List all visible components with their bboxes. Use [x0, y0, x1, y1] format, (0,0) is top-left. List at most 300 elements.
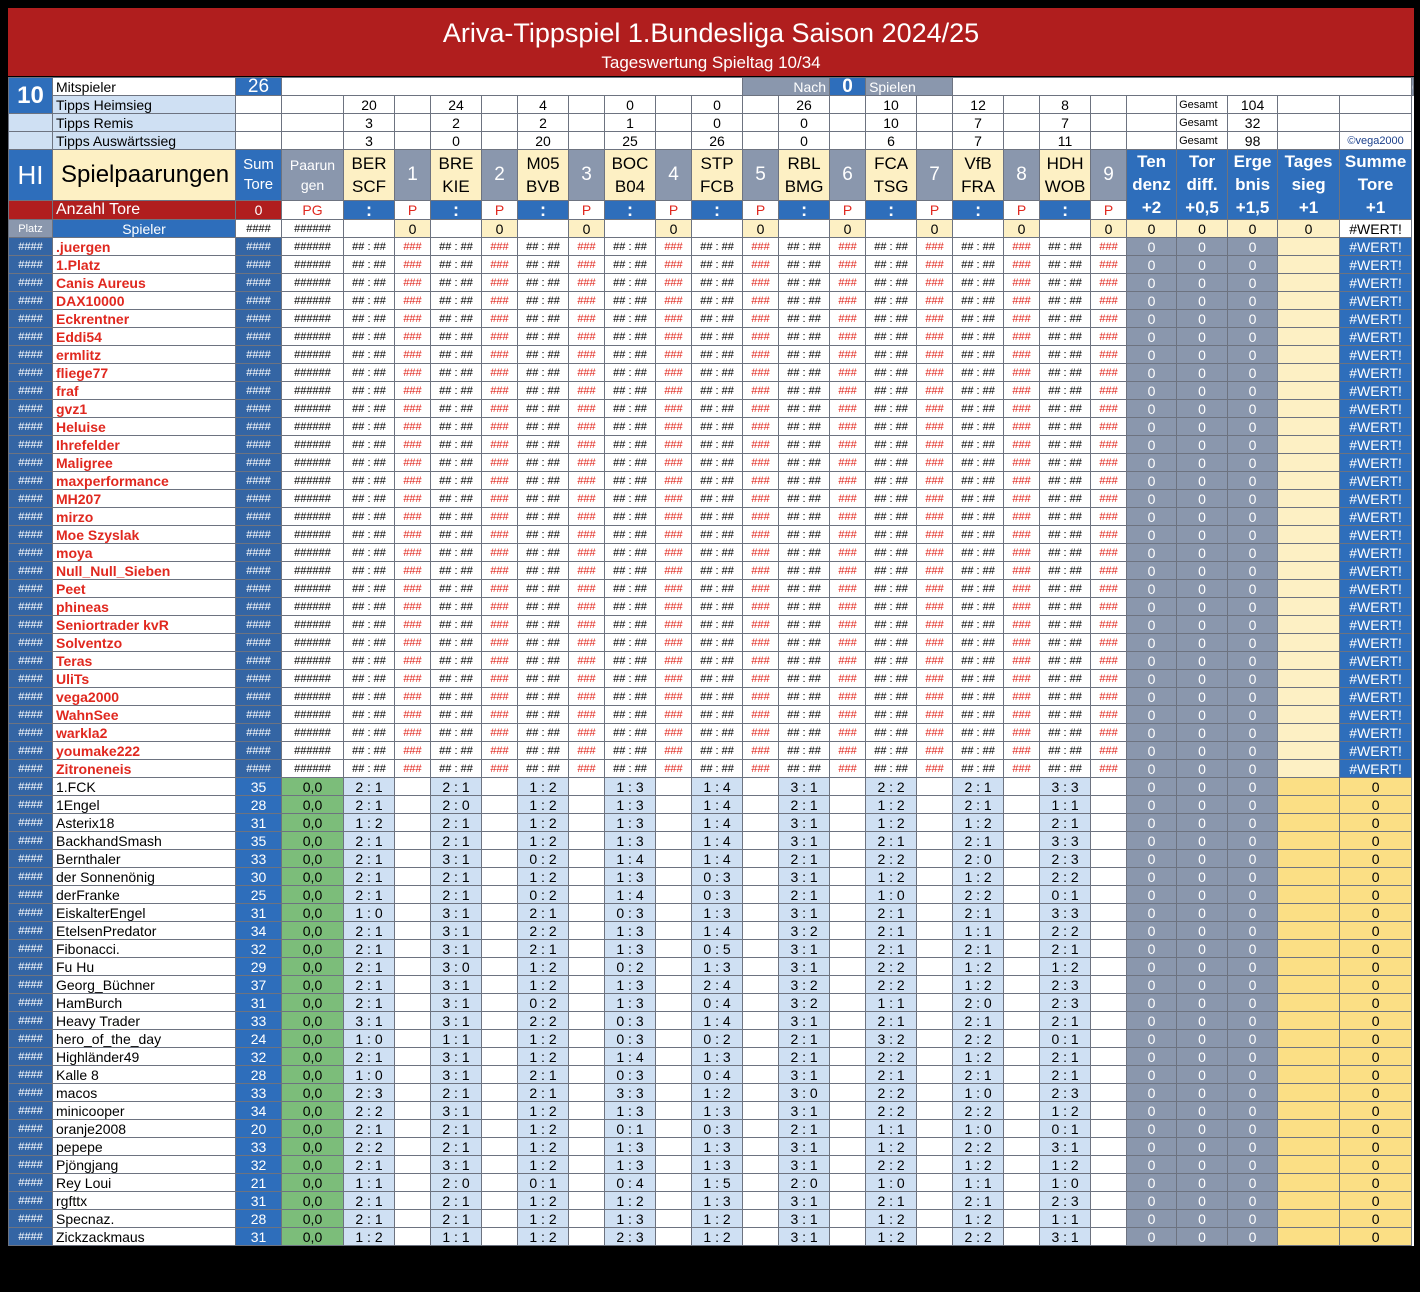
cell: [236, 114, 282, 132]
tipp-row-label: Tipps Auswärtssieg: [53, 132, 236, 150]
rank-cell: ####: [9, 1120, 53, 1138]
rank-cell: ####: [9, 904, 53, 922]
table-row: [9, 850, 1414, 868]
tip-cell: ## : ##: [953, 310, 1004, 328]
tipp-count: 26: [779, 96, 830, 114]
pg-cell: 0,0: [282, 1156, 344, 1174]
tendenz-cell: 0: [1127, 364, 1177, 382]
points-cell: ###: [1091, 634, 1127, 652]
points-cell: ###: [395, 310, 431, 328]
sum-cell: ####: [236, 382, 282, 400]
tip-cell: 3 : 3: [1040, 904, 1091, 922]
tagessieg-cell: 0: [1278, 220, 1340, 238]
tagessieg-cell: [1278, 922, 1340, 940]
tordiff-header-line: +0,5: [1185, 198, 1219, 217]
points-cell: ###: [830, 526, 866, 544]
tipp-count: 1: [605, 114, 656, 132]
points-cell: [656, 832, 692, 850]
points-cell: [395, 1030, 431, 1048]
tip-cell: 2 : 1: [518, 904, 569, 922]
points-cell: ###: [395, 256, 431, 274]
tip-cell: 1 : 3: [692, 958, 743, 976]
tip-cell: ## : ##: [431, 418, 482, 436]
summe-cell: #WERT!: [1340, 742, 1412, 760]
points-cell: ###: [917, 652, 953, 670]
rank-cell: ####: [9, 364, 53, 382]
tendenz-cell: 0: [1127, 1084, 1177, 1102]
tipp-count: 0: [779, 114, 830, 132]
summe-cell: #WERT!: [1340, 364, 1412, 382]
tip-cell: ## : ##: [779, 598, 830, 616]
points-cell: [656, 796, 692, 814]
ergebnis-cell: 0: [1228, 472, 1278, 490]
points-cell: ###: [395, 706, 431, 724]
points-cell: ###: [1004, 652, 1040, 670]
tendenz-cell: 0: [1127, 418, 1177, 436]
player-name: Moe Szyslak: [53, 526, 236, 544]
pg-cell: ######: [282, 742, 344, 760]
tip-cell: 2 : 3: [1040, 1192, 1091, 1210]
team-away: FCB: [700, 176, 735, 196]
tendenz-cell: 0: [1127, 904, 1177, 922]
ergebnis-cell: 0: [1228, 814, 1278, 832]
points-cell: [917, 1210, 953, 1228]
pg-cell: ######: [282, 346, 344, 364]
tipp-count: 24: [431, 96, 482, 114]
pg-cell: 0,0: [282, 1030, 344, 1048]
points-cell: ###: [1091, 580, 1127, 598]
summe-header-line: +1: [1365, 198, 1386, 217]
tip-cell: 2 : 3: [1040, 994, 1091, 1012]
points-cell: [917, 814, 953, 832]
table-row: [9, 238, 1414, 256]
points-cell: ###: [1004, 544, 1040, 562]
ergebnis-cell: 0: [1228, 418, 1278, 436]
tagessieg-cell: [1278, 526, 1340, 544]
pg-cell: 0,0: [282, 1102, 344, 1120]
tip-cell: 1 : 2: [953, 1048, 1004, 1066]
rank-cell: ####: [9, 1174, 53, 1192]
tendenz-cell: 0: [1127, 508, 1177, 526]
rank-cell: ####: [9, 652, 53, 670]
tendenz-cell: 0: [1127, 850, 1177, 868]
points-cell: ###: [830, 670, 866, 688]
ergebnis-cell: 0: [1228, 940, 1278, 958]
points-cell: ###: [830, 562, 866, 580]
points-cell: [482, 868, 518, 886]
tip-cell: 2 : 2: [866, 1048, 917, 1066]
rank-cell: ####: [9, 346, 53, 364]
points-cell: [830, 1102, 866, 1120]
tordiff-cell: 0: [1177, 724, 1228, 742]
rank-cell: ####: [9, 688, 53, 706]
tip-cell: ## : ##: [692, 742, 743, 760]
tagessieg-header-line: sieg: [1291, 175, 1326, 194]
pg-cell: ######: [282, 580, 344, 598]
points-cell: [917, 940, 953, 958]
tagessieg-cell: [1278, 850, 1340, 868]
tip-cell: ## : ##: [605, 670, 656, 688]
match-number: 8: [1004, 150, 1040, 201]
sum-cell: 34: [236, 1102, 282, 1120]
header-row: [9, 150, 1414, 201]
tip-cell: 1 : 2: [518, 1048, 569, 1066]
tordiff-cell: 0: [1177, 760, 1228, 778]
tip-cell: ## : ##: [953, 328, 1004, 346]
tendenz-cell: 0: [1127, 940, 1177, 958]
rank-cell: ####: [9, 760, 53, 778]
summe-cell: 0: [1340, 994, 1412, 1012]
rank-cell: ####: [9, 562, 53, 580]
points-cell: [1091, 886, 1127, 904]
ergebnis-cell: 0: [1228, 958, 1278, 976]
tip-cell: ## : ##: [605, 652, 656, 670]
tip-cell: ## : ##: [1040, 688, 1091, 706]
points-cell: [830, 1228, 866, 1246]
points-cell: [743, 904, 779, 922]
tip-cell: 2 : 1: [344, 886, 395, 904]
table-row: [9, 1138, 1414, 1156]
sum-cell: ####: [236, 544, 282, 562]
points-cell: ###: [1004, 436, 1040, 454]
points-cell: [569, 1120, 605, 1138]
points-cell: ###: [830, 598, 866, 616]
points-cell: [656, 886, 692, 904]
tip-cell: 1 : 2: [518, 796, 569, 814]
rank-cell: ####: [9, 886, 53, 904]
summe-cell: #WERT!: [1340, 454, 1412, 472]
tip-cell: ## : ##: [692, 760, 743, 778]
tip-cell: ## : ##: [779, 562, 830, 580]
team-home: RBL: [787, 153, 821, 173]
tip-cell: ## : ##: [692, 364, 743, 382]
points-cell: [1004, 922, 1040, 940]
tendenz-cell: 0: [1127, 1120, 1177, 1138]
points-cell: ###: [1004, 238, 1040, 256]
tip-cell: ## : ##: [1040, 760, 1091, 778]
player-name: Rey Loui: [53, 1174, 236, 1192]
points-cell: [656, 1120, 692, 1138]
pg-cell: 0,0: [282, 1210, 344, 1228]
points-cell: [1004, 1030, 1040, 1048]
tendenz-header-line: +2: [1141, 198, 1162, 217]
tordiff-cell: 0: [1177, 634, 1228, 652]
tipp-count: 0: [779, 132, 830, 150]
points-cell: ###: [917, 508, 953, 526]
tip-cell: 2 : 3: [1040, 850, 1091, 868]
points-cell: ###: [917, 598, 953, 616]
player-name: derFranke: [53, 886, 236, 904]
points-cell: ###: [482, 472, 518, 490]
points-cell: ###: [395, 346, 431, 364]
points-cell: [1004, 940, 1040, 958]
gesamt-label: Gesamt: [1177, 96, 1228, 114]
tip-cell: ## : ##: [1040, 328, 1091, 346]
points-cell: ###: [482, 454, 518, 472]
points-cell: ###: [917, 346, 953, 364]
points-cell: ###: [1091, 310, 1127, 328]
points-cell: ###: [917, 310, 953, 328]
tip-cell: ## : ##: [431, 544, 482, 562]
rank-cell: ####: [9, 958, 53, 976]
table-row: [9, 616, 1414, 634]
tendenz-cell: 0: [1127, 616, 1177, 634]
tip-cell: ## : ##: [692, 274, 743, 292]
points-cell: ###: [1004, 328, 1040, 346]
tip-cell: ## : ##: [866, 598, 917, 616]
tip-cell: 2 : 2: [953, 1030, 1004, 1048]
points-cell: ###: [656, 508, 692, 526]
points-cell: ###: [656, 580, 692, 598]
tip-cell: ## : ##: [866, 454, 917, 472]
points-cell: [830, 1120, 866, 1138]
tip-cell: ## : ##: [431, 760, 482, 778]
tordiff-cell: 0: [1177, 508, 1228, 526]
points-cell: ###: [656, 436, 692, 454]
tagessieg-cell: [1278, 1066, 1340, 1084]
tip-cell: ## : ##: [866, 670, 917, 688]
points-cell: [656, 976, 692, 994]
points-cell: [743, 922, 779, 940]
tip-cell: 3 : 1: [431, 1048, 482, 1066]
tagessieg-cell: [1278, 562, 1340, 580]
tagessieg-cell: [1278, 832, 1340, 850]
points-cell: ###: [1004, 706, 1040, 724]
points-cell: [395, 904, 431, 922]
pg-cell: ######: [282, 652, 344, 670]
points-cell: [1004, 796, 1040, 814]
points-cell: [1004, 1084, 1040, 1102]
points-cell: ###: [482, 688, 518, 706]
tip-cell: 3 : 1: [431, 976, 482, 994]
points-cell: [395, 1102, 431, 1120]
ergebnis-cell: 0: [1228, 994, 1278, 1012]
ergebnis-cell: 0: [1228, 238, 1278, 256]
points-cell: [1004, 1138, 1040, 1156]
points-cell: ###: [656, 706, 692, 724]
summe-cell: #WERT!: [1340, 220, 1412, 238]
team-home: FCA: [874, 153, 909, 173]
table-row: [9, 454, 1414, 472]
tip-cell: ## : ##: [518, 328, 569, 346]
tip-cell: 1 : 3: [605, 796, 656, 814]
tip-cell: ## : ##: [692, 292, 743, 310]
tip-cell: ## : ##: [779, 616, 830, 634]
points-cell: 0: [656, 220, 692, 238]
tagessieg-cell: [1278, 346, 1340, 364]
result-input: :: [692, 200, 743, 219]
points-cell: [395, 1084, 431, 1102]
tagessieg-cell: [1278, 1030, 1340, 1048]
tip-cell: 3 : 1: [431, 922, 482, 940]
points-cell: ###: [917, 580, 953, 598]
points-cell: ###: [830, 580, 866, 598]
points-cell: ###: [743, 706, 779, 724]
pg-cell: 0,0: [282, 922, 344, 940]
table-row: [9, 274, 1414, 292]
cell: [1278, 96, 1340, 114]
points-cell: [569, 994, 605, 1012]
points-cell: ###: [1091, 724, 1127, 742]
summe-cell: #WERT!: [1340, 382, 1412, 400]
pg-cell: ######: [282, 688, 344, 706]
tordiff-cell: 0: [1177, 778, 1228, 796]
cell: [1278, 114, 1340, 132]
points-cell: ###: [656, 562, 692, 580]
tip-cell: 2 : 0: [953, 850, 1004, 868]
tagessieg-cell: [1278, 454, 1340, 472]
tagessieg-cell: [1278, 256, 1340, 274]
tip-cell: ## : ##: [1040, 238, 1091, 256]
hl-label: HI: [9, 150, 53, 201]
points-cell: ###: [830, 310, 866, 328]
points-cell: ###: [569, 508, 605, 526]
tip-cell: ## : ##: [866, 706, 917, 724]
tip-cell: ## : ##: [953, 364, 1004, 382]
cell: [282, 96, 344, 114]
points-cell: ###: [743, 580, 779, 598]
pg-cell: ######: [282, 526, 344, 544]
tip-cell: 2 : 1: [431, 814, 482, 832]
points-cell: [1004, 850, 1040, 868]
points-cell: ###: [1091, 742, 1127, 760]
tip-cell: ## : ##: [518, 310, 569, 328]
tip-cell: ## : ##: [605, 688, 656, 706]
tip-cell: ## : ##: [431, 688, 482, 706]
table-row: [9, 292, 1414, 310]
player-name: Heluise: [53, 418, 236, 436]
tagessieg-header-line: +1: [1298, 198, 1319, 217]
tip-cell: 3 : 1: [779, 832, 830, 850]
team-away: BVB: [525, 176, 561, 196]
sum-cell: 28: [236, 1210, 282, 1228]
points-cell: [656, 1156, 692, 1174]
tip-cell: ## : ##: [518, 382, 569, 400]
score-table: [8, 77, 1414, 1246]
points-cell: ###: [1091, 238, 1127, 256]
tip-cell: ## : ##: [344, 742, 395, 760]
tip-cell: ## : ##: [953, 382, 1004, 400]
gesamt-value: 32: [1228, 114, 1278, 132]
cell: [1278, 132, 1340, 150]
points-cell: ###: [1004, 562, 1040, 580]
sum-cell: ####: [236, 508, 282, 526]
tip-cell: 3 : 1: [431, 1066, 482, 1084]
match-header: [866, 150, 917, 201]
cell: [743, 114, 779, 132]
tip-cell: ## : ##: [518, 490, 569, 508]
points-cell: ###: [656, 760, 692, 778]
points-cell: [482, 1120, 518, 1138]
summe-cell: #WERT!: [1340, 508, 1412, 526]
tip-cell: ## : ##: [344, 310, 395, 328]
cell: [1127, 96, 1177, 114]
tagessieg-cell: [1278, 508, 1340, 526]
pg-cell: 0,0: [282, 958, 344, 976]
player-name: Teras: [53, 652, 236, 670]
paarungen-line: gen: [300, 176, 325, 193]
anzahl-tore-value: 0: [236, 200, 282, 219]
points-cell: [1004, 976, 1040, 994]
points-cell: ###: [1004, 364, 1040, 382]
tip-cell: 2 : 1: [344, 1120, 395, 1138]
ergebnis-cell: 0: [1228, 724, 1278, 742]
tip-cell: 3 : 2: [779, 994, 830, 1012]
tip-cell: ## : ##: [953, 274, 1004, 292]
table-row: [9, 688, 1414, 706]
tip-cell: ## : ##: [605, 760, 656, 778]
page-subtitle: Tageswertung Spieltag 10/34: [601, 53, 821, 72]
tip-cell: 3 : 1: [779, 778, 830, 796]
tendenz-cell: 0: [1127, 562, 1177, 580]
tendenz-cell: 0: [1127, 1228, 1177, 1246]
points-cell: [395, 1228, 431, 1246]
tip-cell: 3 : 1: [779, 1192, 830, 1210]
table-row: [9, 1192, 1414, 1210]
points-cell: [1004, 904, 1040, 922]
points-cell: ###: [569, 328, 605, 346]
points-cell: ###: [656, 292, 692, 310]
points-cell: ###: [395, 634, 431, 652]
tip-cell: ## : ##: [518, 706, 569, 724]
ergebnis-header: [1228, 150, 1278, 220]
table-row: [9, 472, 1414, 490]
rank-cell: ####: [9, 526, 53, 544]
tendenz-cell: 0: [1127, 796, 1177, 814]
spielpaarungen-label: Spielpaarungen: [53, 150, 236, 201]
tip-cell: ## : ##: [344, 436, 395, 454]
points-cell: [395, 922, 431, 940]
points-cell: ###: [830, 238, 866, 256]
tip-cell: 1 : 4: [692, 832, 743, 850]
tip-cell: 3 : 0: [431, 958, 482, 976]
tip-cell: ## : ##: [692, 652, 743, 670]
table-row: [9, 400, 1414, 418]
summe-cell: 0: [1340, 1048, 1412, 1066]
tagessieg-cell: [1278, 598, 1340, 616]
sum-cell: 35: [236, 778, 282, 796]
tip-cell: 2 : 1: [779, 886, 830, 904]
tip-cell: 0 : 1: [605, 1120, 656, 1138]
points-cell: [656, 940, 692, 958]
points-cell: ###: [917, 742, 953, 760]
tipp-count: 12: [953, 96, 1004, 114]
points-cell: [1091, 850, 1127, 868]
team-home: BOC: [611, 153, 649, 173]
points-cell: [482, 904, 518, 922]
tip-cell: 3 : 1: [779, 868, 830, 886]
summe-cell: 0: [1340, 940, 1412, 958]
points-cell: ###: [830, 724, 866, 742]
points-cell: ###: [569, 454, 605, 472]
points-cell: [482, 796, 518, 814]
tip-cell: 2 : 1: [1040, 1012, 1091, 1030]
tip-cell: ## : ##: [779, 652, 830, 670]
tip-cell: 0 : 3: [692, 886, 743, 904]
points-cell: [1004, 1120, 1040, 1138]
tip-cell: 1 : 2: [953, 976, 1004, 994]
tip-cell: ## : ##: [1040, 544, 1091, 562]
rank-cell: ####: [9, 598, 53, 616]
points-cell: ###: [395, 364, 431, 382]
pg-cell: ######: [282, 760, 344, 778]
player-name: Bernthaler: [53, 850, 236, 868]
tip-cell: 2 : 2: [866, 1156, 917, 1174]
points-cell: [917, 868, 953, 886]
points-cell: ###: [482, 400, 518, 418]
points-cell: ###: [743, 544, 779, 562]
ergebnis-header-line: Erge: [1233, 152, 1272, 171]
